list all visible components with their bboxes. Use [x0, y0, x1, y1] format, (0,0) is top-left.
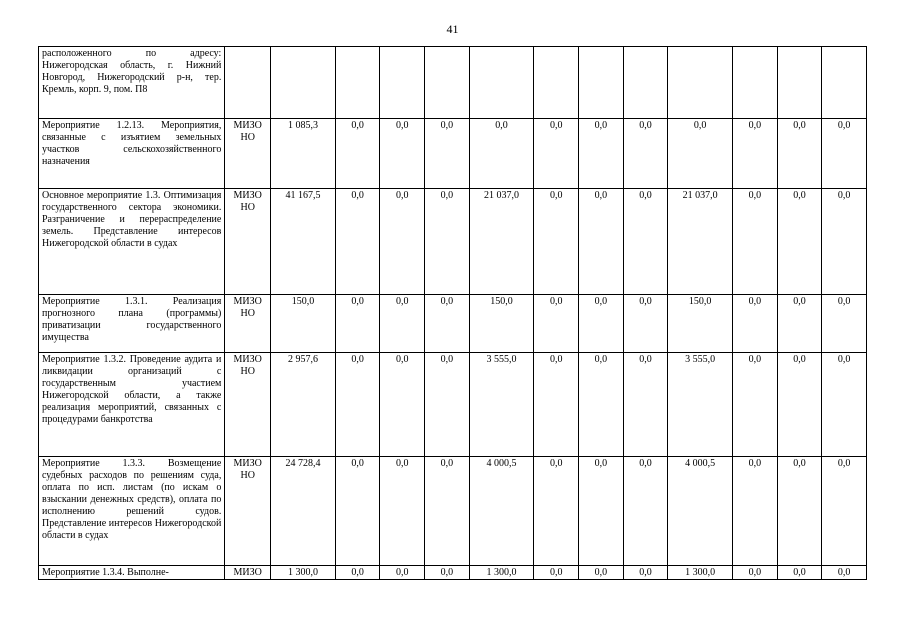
- table-row: [39, 189, 867, 295]
- value-cell: [579, 47, 624, 119]
- value-cell: 1 300,0: [668, 566, 733, 580]
- value-cell: 0,0: [733, 353, 778, 457]
- row-description: Мероприятие 1.3.3. Возмещение судебных расходов по решениям суда, оплата по исп. листам (по искам о взыскании денежных средств), оплата по исполнению решений судов. Представление интересов Нижегородской области в судах: [39, 457, 225, 566]
- value-cell: 3 555,0: [668, 353, 733, 457]
- value-cell: 0,0: [668, 119, 733, 189]
- value-cell: 0,0: [380, 353, 425, 457]
- value-cell: 21 037,0: [469, 189, 534, 295]
- value-cell: 0,0: [380, 295, 425, 353]
- row-description: Мероприятие 1.3.2. Проведение аудита и ликвидации организаций с государственным участием Нижегородской области, а также реализация мероприятий, связанных с процедурами банкротства: [39, 353, 225, 457]
- value-cell: 0,0: [425, 119, 470, 189]
- value-cell: [777, 47, 822, 119]
- value-cell: 0,0: [623, 119, 668, 189]
- value-cell: 0,0: [733, 189, 778, 295]
- value-cell: 0,0: [623, 566, 668, 580]
- value-cell: 0,0: [579, 353, 624, 457]
- value-cell: [733, 47, 778, 119]
- value-cell: 0,0: [534, 119, 579, 189]
- value-cell: 0,0: [822, 295, 867, 353]
- row-description: Мероприятие 1.2.13. Мероприятия, связанные с изъятием земельных участков сельскохозяйственного назначения: [39, 119, 225, 189]
- value-cell: 0,0: [733, 119, 778, 189]
- value-cell: 0,0: [822, 119, 867, 189]
- value-cell: 0,0: [777, 295, 822, 353]
- value-cell: [335, 47, 380, 119]
- value-cell: 0,0: [733, 566, 778, 580]
- row-executor: МИЗО НО: [225, 457, 271, 566]
- value-cell: 0,0: [335, 566, 380, 580]
- value-cell: 0,0: [335, 295, 380, 353]
- value-cell: 21 037,0: [668, 189, 733, 295]
- table-row: [39, 353, 867, 457]
- row-description: Мероприятие 1.3.1. Реализация прогнозного плана (программы) приватизации государственного имущества: [39, 295, 225, 353]
- row-description: расположенного по адресу: Нижегородская область, г. Нижний Новгород, Нижегородский р-н, тер. Кремль, корп. 9, пом. П8: [39, 47, 225, 119]
- value-cell: 0,0: [425, 457, 470, 566]
- value-cell: 0,0: [623, 189, 668, 295]
- value-cell: 2 957,6: [271, 353, 336, 457]
- table-row: [39, 295, 867, 353]
- value-cell: 0,0: [380, 566, 425, 580]
- value-cell: 0,0: [534, 457, 579, 566]
- value-cell: 150,0: [271, 295, 336, 353]
- value-cell: 0,0: [733, 457, 778, 566]
- value-cell: [623, 47, 668, 119]
- value-cell: 0,0: [777, 457, 822, 566]
- table-row: [39, 119, 867, 189]
- value-cell: 0,0: [469, 119, 534, 189]
- value-cell: 0,0: [822, 566, 867, 580]
- value-cell: [534, 47, 579, 119]
- value-cell: 0,0: [534, 566, 579, 580]
- value-cell: 3 555,0: [469, 353, 534, 457]
- value-cell: 0,0: [579, 566, 624, 580]
- value-cell: 1 300,0: [469, 566, 534, 580]
- row-executor: МИЗО: [225, 566, 271, 580]
- value-cell: 0,0: [733, 295, 778, 353]
- row-executor: МИЗО НО: [225, 353, 271, 457]
- value-cell: 0,0: [777, 566, 822, 580]
- value-cell: 0,0: [579, 295, 624, 353]
- row-executor: МИЗО НО: [225, 295, 271, 353]
- value-cell: 0,0: [534, 353, 579, 457]
- value-cell: 0,0: [777, 119, 822, 189]
- value-cell: 0,0: [777, 189, 822, 295]
- value-cell: 150,0: [469, 295, 534, 353]
- table-row: [39, 566, 867, 580]
- budget-table: [38, 46, 867, 580]
- page-number: 41: [446, 22, 459, 36]
- value-cell: 0,0: [777, 353, 822, 457]
- value-cell: 0,0: [822, 189, 867, 295]
- value-cell: 0,0: [335, 457, 380, 566]
- value-cell: 0,0: [623, 353, 668, 457]
- value-cell: 41 167,5: [271, 189, 336, 295]
- value-cell: 24 728,4: [271, 457, 336, 566]
- value-cell: 0,0: [380, 119, 425, 189]
- value-cell: [380, 47, 425, 119]
- value-cell: 0,0: [623, 295, 668, 353]
- value-cell: 0,0: [534, 189, 579, 295]
- value-cell: 4 000,5: [668, 457, 733, 566]
- value-cell: 0,0: [425, 189, 470, 295]
- row-description: Мероприятие 1.3.4. Выполне-: [39, 566, 225, 580]
- value-cell: [668, 47, 733, 119]
- value-cell: 0,0: [822, 353, 867, 457]
- value-cell: [271, 47, 336, 119]
- value-cell: 0,0: [579, 189, 624, 295]
- value-cell: 0,0: [425, 353, 470, 457]
- value-cell: 0,0: [335, 119, 380, 189]
- value-cell: [822, 47, 867, 119]
- value-cell: 0,0: [335, 189, 380, 295]
- value-cell: 1 085,3: [271, 119, 336, 189]
- value-cell: [425, 47, 470, 119]
- value-cell: 0,0: [579, 119, 624, 189]
- value-cell: [469, 47, 534, 119]
- table-row: [39, 457, 867, 566]
- value-cell: 0,0: [822, 457, 867, 566]
- value-cell: 150,0: [668, 295, 733, 353]
- value-cell: 0,0: [335, 353, 380, 457]
- value-cell: 0,0: [579, 457, 624, 566]
- value-cell: 4 000,5: [469, 457, 534, 566]
- table-row: [39, 47, 867, 119]
- row-executor: МИЗО НО: [225, 189, 271, 295]
- value-cell: 0,0: [380, 189, 425, 295]
- value-cell: 0,0: [534, 295, 579, 353]
- row-description: Основное мероприятие 1.3. Оптимизация государственного сектора экономики. Разграничение и перераспределение земель. Представление интересов Нижегородской области в судах: [39, 189, 225, 295]
- row-executor: [225, 47, 271, 119]
- value-cell: 0,0: [425, 566, 470, 580]
- row-executor: МИЗО НО: [225, 119, 271, 189]
- value-cell: 1 300,0: [271, 566, 336, 580]
- value-cell: 0,0: [623, 457, 668, 566]
- table-body: [39, 47, 867, 580]
- value-cell: 0,0: [380, 457, 425, 566]
- value-cell: 0,0: [425, 295, 470, 353]
